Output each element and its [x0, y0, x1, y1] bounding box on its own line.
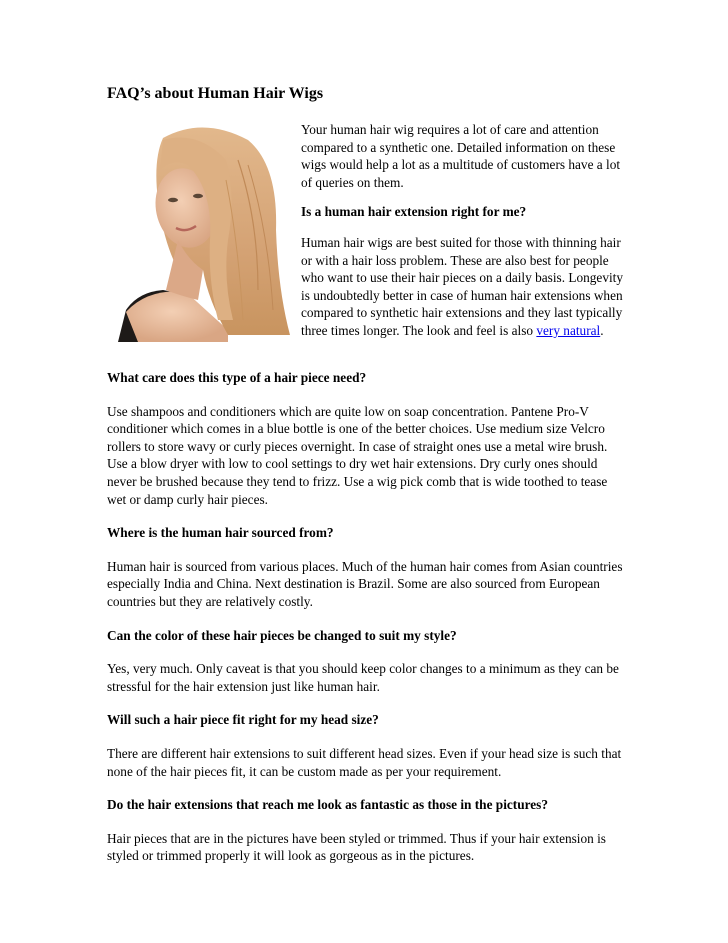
answer-paragraph: Hair pieces that are in the pictures have been styled or trimmed. Thus if your hair extension is styled or trimmed properly it will look as gorgeous as in the pictures. [107, 830, 606, 864]
question-heading: Do the hair extensions that reach me look as fantastic as those in the pictures? [107, 797, 549, 813]
answer-paragraph: There are different hair extensions to suit different head sizes. Even if your head size is such that none of the hair pieces fit, it can be custom made as per your requirement. [107, 745, 622, 779]
answer-paragraph: Yes, very much. Only caveat is that you should keep color changes to a minimum as they can be stressful for the hair extension just like human hair. [107, 661, 619, 694]
very-natural-link[interactable]: very natural [536, 322, 601, 338]
faq-section [107, 369, 625, 881]
question-heading: What care does this type of a hair piece need? [107, 370, 367, 385]
question-heading: Will such a hair piece fit right for my head size? [107, 712, 379, 728]
answer-text-end: . [600, 322, 604, 338]
answer-paragraph: Human hair is sourced from various places. Much of the human hair comes from Asian countries especially India and China. Next destination is Brazil. Some are also sourced from European countries but they are relatively costly. [107, 558, 623, 609]
intro-paragraph: Your human hair wig requires a lot of care and attention compared to a synthetic one. Detailed information on these wigs would help a lot as a multitude of customers have a lot of queries on them. [301, 122, 621, 190]
question-heading: Where is the human hair sourced from? [107, 525, 334, 541]
answer-text: Human hair wigs are best suited for those with thinning hair or with a hair loss problem. These are also best for people who want to use their hair pieces on a daily basis. Longevity is undoubtedly better in case of human hair extensions when compared to synthetic hair extensions and they last typically three times longer. The look and feel is also [301, 234, 624, 338]
woman-portrait-image [108, 120, 294, 342]
answer-paragraph [301, 234, 631, 340]
question-heading: Is a human hair extension right for me? [301, 204, 527, 220]
intro-section [301, 121, 631, 352]
question-heading: Can the color of these hair pieces be changed to suit my style? [107, 627, 457, 643]
answer-paragraph: Use shampoos and conditioners which are quite low on soap concentration. Pantene Pro-V conditioner which comes in a blue bottle is one of the better choices. Use medium size Velcro rollers to store wavy or curly pieces overnight. In case of straight ones use a metal wire brush. Use a blow dryer with low to cool settings to dry wet hair extensions. Dry curly ones should never be brushed because they tend to frizz. Use a wig pick comb that is wide toothed to tease wet or damp curly hair pieces. [107, 403, 608, 507]
page-title: FAQ’s about Human Hair Wigs [107, 85, 324, 102]
